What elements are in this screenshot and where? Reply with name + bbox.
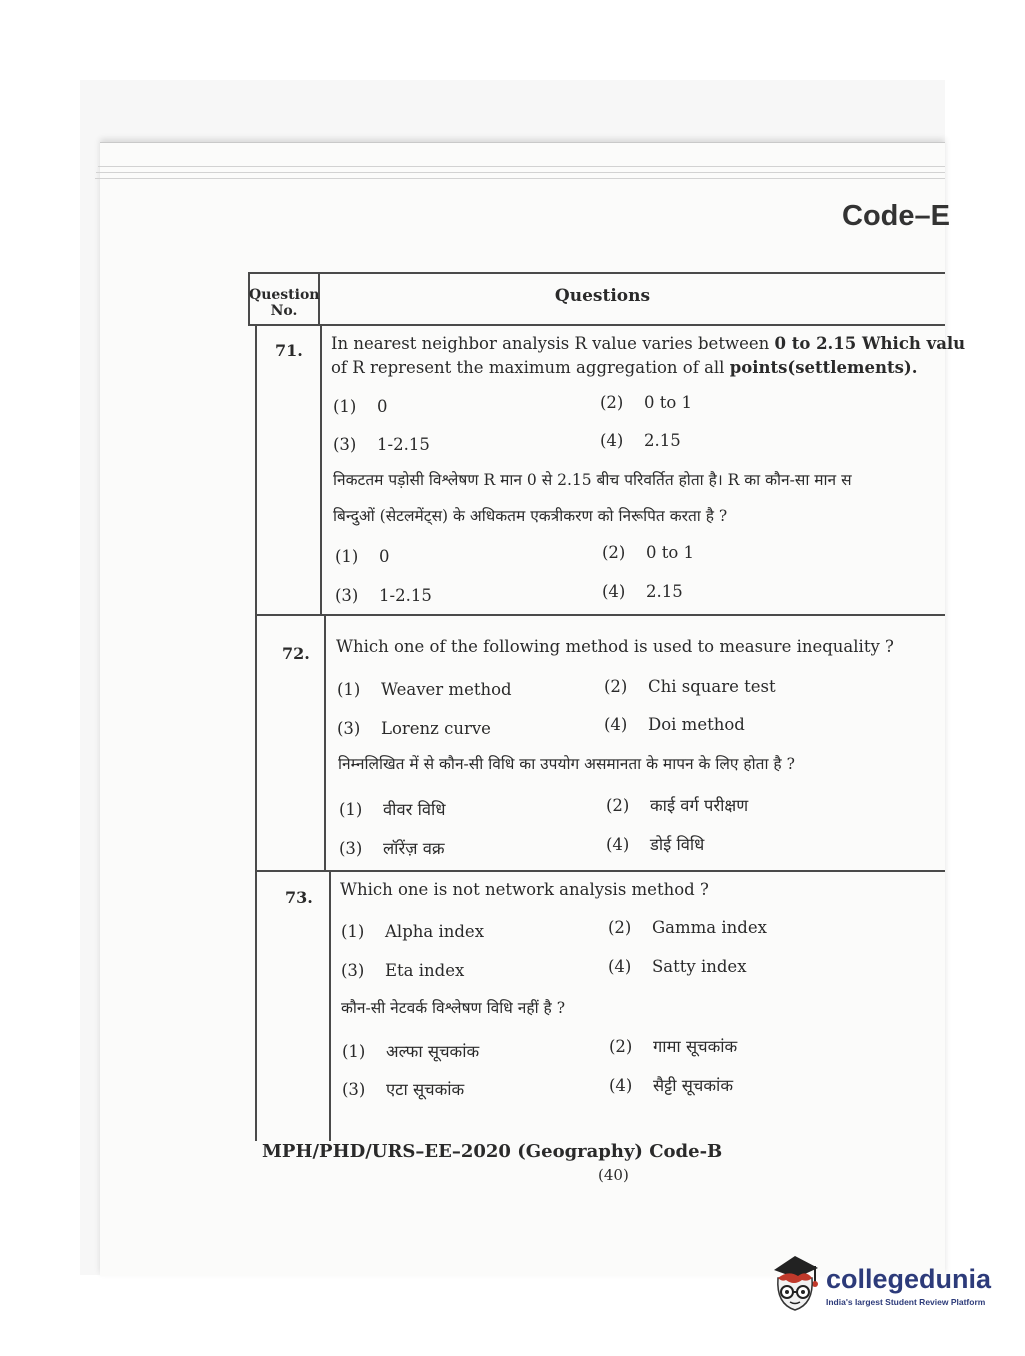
page-number: (40) bbox=[598, 1166, 629, 1184]
option: (3) Eta index bbox=[341, 961, 465, 980]
option: (4) 2.15 bbox=[600, 431, 681, 450]
option: (2) 0 to 1 bbox=[600, 393, 693, 412]
column-divider bbox=[329, 870, 331, 1141]
page-edge bbox=[95, 178, 945, 179]
table-left-border bbox=[255, 324, 257, 1141]
row-divider bbox=[255, 614, 945, 616]
option: (1) Alpha index bbox=[341, 922, 484, 941]
question-page bbox=[100, 142, 945, 1276]
question-text-en: Which one is not network analysis method ? bbox=[340, 880, 709, 899]
option: (3) लॉरेंज़ वक्र bbox=[339, 839, 445, 858]
option: (2) गामा सूचकांक bbox=[609, 1037, 738, 1056]
question-number: 71. bbox=[275, 341, 303, 360]
option: (1) 0 bbox=[333, 397, 388, 416]
option: (1) 0 bbox=[335, 547, 390, 566]
question-text-en: of R represent the maximum aggregation of all points(settlements). bbox=[331, 358, 918, 377]
code-label: Code–E bbox=[842, 200, 950, 232]
option: (4) सैट्टी सूचकांक bbox=[609, 1076, 733, 1095]
question-text-hi: निकटतम पड़ोसी विश्लेषण R मान 0 से 2.15 बीच परिवर्तित होता है। R का कौन-सा मान स bbox=[333, 471, 852, 489]
option: (3) 1-2.15 bbox=[335, 586, 432, 605]
option: (1) वीवर विधि bbox=[339, 800, 446, 819]
question-text-en: In nearest neighbor analysis R value varies between 0 to 2.15 Which valu bbox=[331, 334, 966, 353]
scanned-sheet bbox=[80, 80, 945, 1275]
page-edge bbox=[96, 172, 945, 173]
question-text-hi: कौन-सी नेटवर्क विश्लेषण विधि नहीं है ? bbox=[341, 999, 566, 1017]
brand-tagline: India's largest Student Review Platform bbox=[826, 1297, 986, 1307]
mascot-icon bbox=[768, 1252, 822, 1318]
option: (2) काई वर्ग परीक्षण bbox=[606, 796, 749, 815]
question-text-hi: निम्नलिखित में से कौन-सी विधि का उपयोग असमानता के मापन के लिए होता है ? bbox=[338, 755, 795, 773]
question-text-en: Which one of the following method is used to measure inequality ? bbox=[336, 637, 894, 656]
question-number: 72. bbox=[282, 644, 310, 663]
option: (3) 1-2.15 bbox=[333, 435, 430, 454]
brand-logo bbox=[768, 1252, 998, 1322]
page-edge bbox=[98, 166, 945, 167]
option: (4) डोई विधि bbox=[606, 835, 705, 854]
column-divider bbox=[320, 324, 322, 616]
option: (4) Doi method bbox=[604, 715, 745, 734]
exam-footer: MPH/PHD/URS–EE–2020 (Geography) Code-B bbox=[262, 1141, 723, 1162]
option: (3) Lorenz curve bbox=[337, 719, 491, 738]
column-divider bbox=[324, 614, 326, 872]
row-divider bbox=[255, 870, 945, 872]
column-header-questions: Questions bbox=[554, 286, 651, 306]
option: (4) Satty index bbox=[608, 957, 747, 976]
table-header-border bbox=[248, 324, 945, 326]
option: (2) Gamma index bbox=[608, 918, 767, 937]
question-text-hi: बिन्दुओं (सेटलमेंट्स) के अधिकतम एकत्रीकरण को निरूपित करता है ? bbox=[333, 507, 728, 525]
option: (2) Chi square test bbox=[604, 677, 776, 696]
table-top-border bbox=[248, 272, 945, 274]
brand-name: collegedunia bbox=[826, 1264, 992, 1294]
column-header-question-no: Question No. bbox=[249, 287, 320, 319]
question-number: 73. bbox=[285, 888, 313, 907]
option: (3) एटा सूचकांक bbox=[342, 1080, 465, 1099]
option: (1) अल्फा सूचकांक bbox=[342, 1042, 480, 1061]
option: (4) 2.15 bbox=[602, 582, 683, 601]
option: (2) 0 to 1 bbox=[602, 543, 695, 562]
option: (1) Weaver method bbox=[337, 680, 512, 699]
